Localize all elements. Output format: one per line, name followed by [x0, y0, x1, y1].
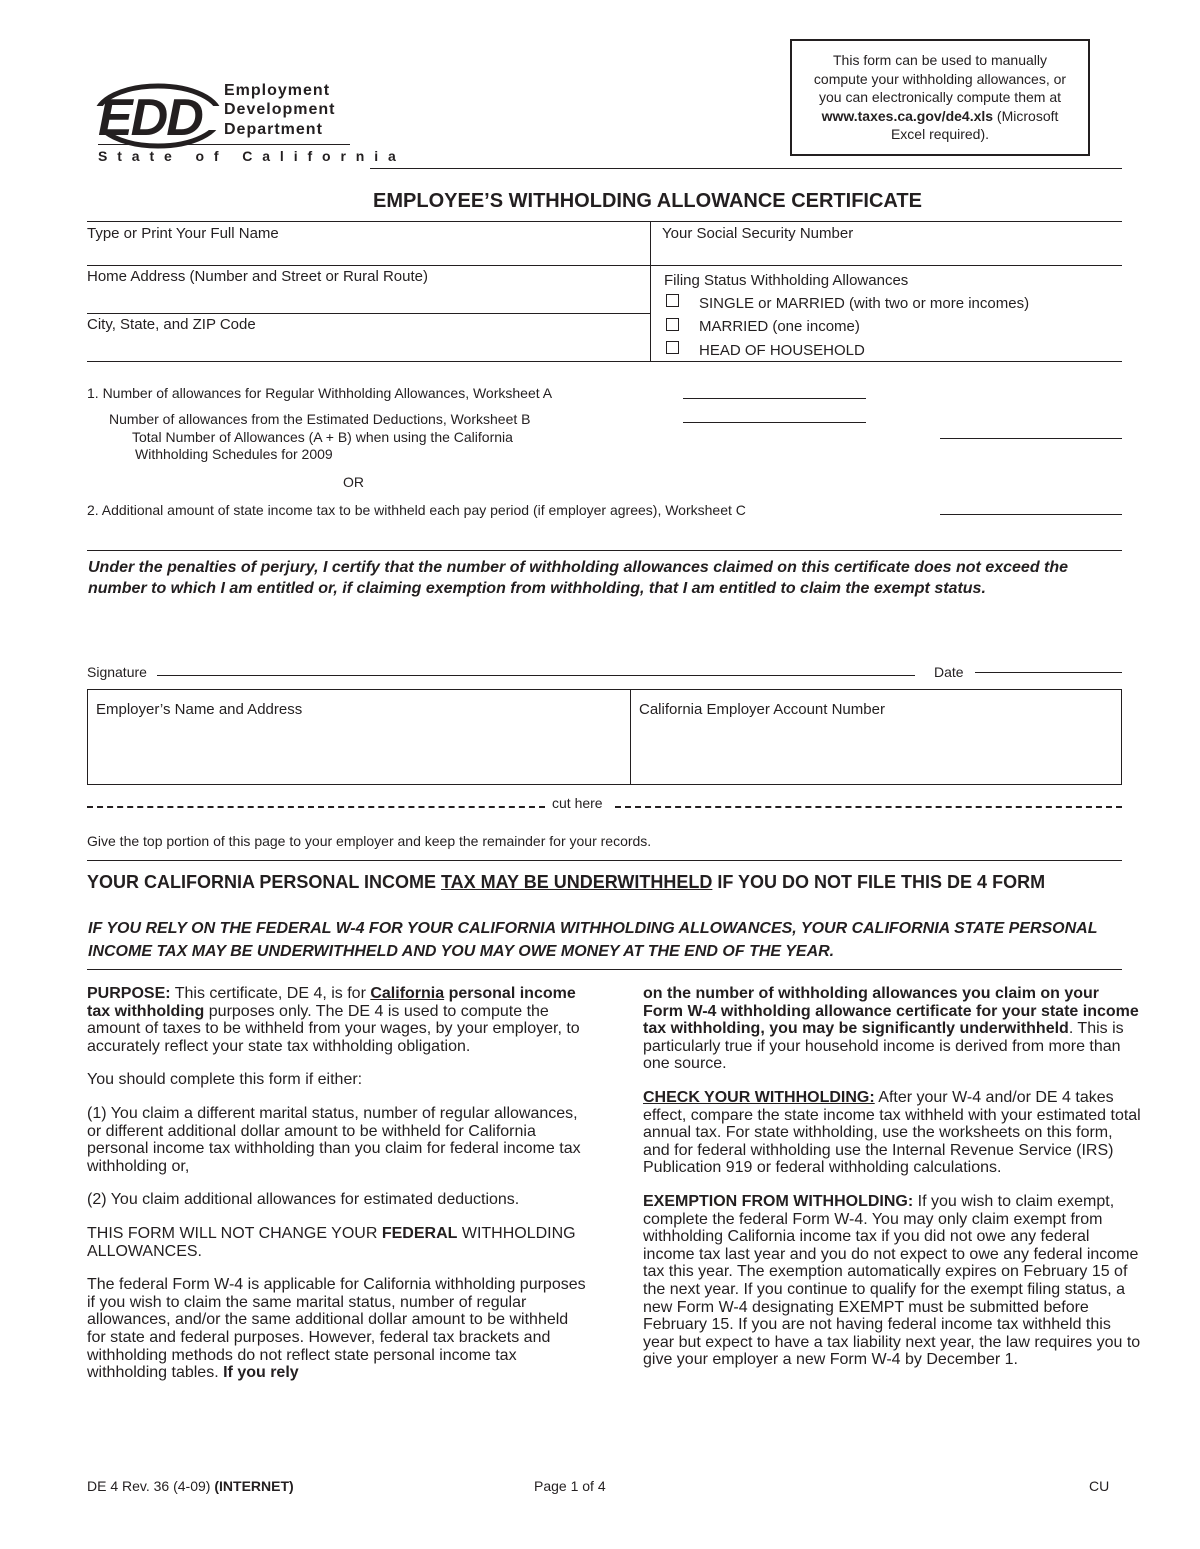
purpose-text-b: personal income tax withholding: [87, 985, 576, 1020]
instructions-right-column: [643, 985, 1143, 1385]
footer-code: CU: [1089, 1478, 1110, 1494]
signature-label: Signature: [87, 664, 147, 680]
agency-name-line1: Employment: [224, 82, 331, 99]
allowance-total-input[interactable]: [940, 438, 1122, 439]
not-change-federal: FEDERAL: [381, 1224, 458, 1242]
condition-1-text: (1) You claim a different marital status, number of regular allowances, or different additional dollar amount to be withheld for California personal income tax withholding than you claim for federal income tax withholding or,: [87, 1104, 581, 1175]
federal-w4-text: The federal Form W-4 is applicable for California withholding purposes if you wish to claim the same marital status, number of regular allowances, and/or the same additional dollar amount to be withheld for state and federal purposes. However, federal tax brackets and withholding methods do not reflect state personal income tax withholding tables.: [87, 1276, 586, 1382]
not-change-c: WITHHOLDING ALLOWANCES.: [87, 1224, 576, 1260]
edd-logo: [92, 78, 399, 168]
continued-paragraph: [643, 985, 1143, 1073]
federal-w4-paragraph: [87, 1276, 587, 1382]
additional-amount-input[interactable]: [940, 514, 1122, 515]
status-hoh-label: HEAD OF HOUSEHOLD: [699, 342, 865, 359]
check-withholding-heading: CHECK YOUR WITHHOLDING:: [643, 1088, 875, 1106]
cut-here-label: cut here: [552, 795, 603, 811]
underwithheld-banner: [87, 872, 1045, 893]
header-rule: [370, 168, 1122, 169]
allowance-line1b: Number of allowances from the Estimated Deductions, Worksheet B: [109, 411, 531, 427]
employer-name-field[interactable]: Employer’s Name and Address: [96, 701, 303, 718]
form-id: [87, 1478, 294, 1495]
notice-line1: This form can be used to manually: [833, 52, 1047, 68]
date-input[interactable]: [975, 672, 1122, 673]
agency-name-line2: Development: [224, 101, 336, 118]
allowance-total2: Withholding Schedules for 2009: [135, 446, 333, 462]
check-withholding-paragraph: [643, 1089, 1143, 1177]
section-rule: [87, 969, 1122, 970]
allowance-b-input[interactable]: [683, 422, 866, 423]
exemption-heading: EXEMPTION FROM WITHHOLDING:: [643, 1192, 914, 1210]
date-label: Date: [934, 664, 964, 680]
perjury-statement: Under the penalties of perjury, I certify that the number of withholding allowances claimed on this certificate does not exceed the number to which I am entitled or, if claiming exemption from withholding, that I am entitled to claim the exempt status.: [88, 559, 1069, 597]
agency-state: S t a t e o f C a l i f o r n i a: [98, 148, 399, 164]
edd-logo-text: EDD: [98, 89, 202, 147]
status-hoh-checkbox[interactable]: [666, 341, 679, 354]
agency-name-line3: Department: [224, 121, 323, 138]
cut-line-left: [87, 806, 545, 808]
banner-part2: TAX MAY BE UNDERWITHHELD: [441, 872, 713, 892]
give-top-instruction: Give the top portion of this page to your employer and keep the remainder for your records.: [87, 833, 652, 849]
field-rule: [87, 265, 1122, 266]
section-rule: [87, 550, 1122, 551]
continued-bold: on the number of withholding allowances you claim on your Form W-4 withholding allowance certificate for your state income tax withholding, you may be significantly underwithheld: [643, 985, 1139, 1038]
instructions-left-column: [87, 985, 587, 1398]
allowance-line2: 2. Additional amount of state income tax to be withheld each pay period (if employer agrees), Worksheet C: [87, 502, 746, 518]
notice-line2: compute your withholding allowances, or: [813, 70, 1067, 87]
allowance-line1: 1. Number of allowances for Regular Withholding Allowances, Worksheet A: [87, 385, 553, 401]
logo-rule: [98, 144, 350, 145]
notice-line4-tail: (Microsoft: [993, 107, 1059, 124]
city-state-zip-field[interactable]: City, State, and ZIP Code: [87, 316, 256, 333]
section-rule: [87, 361, 1122, 362]
home-address-field[interactable]: Home Address (Number and Street or Rural Route): [87, 268, 428, 285]
notice-url-link[interactable]: www.taxes.ca.gov/de4.xls: [821, 107, 994, 124]
purpose-heading: PURPOSE:: [87, 985, 171, 1002]
purpose-text-c: purposes only. The DE 4 is used to compute the amount of taxes to be withheld from your wages, by your employer, to accurately reflect your state tax withholding obligation.: [87, 1002, 580, 1055]
status-married-checkbox[interactable]: [666, 318, 679, 331]
ssn-field[interactable]: Your Social Security Number: [662, 225, 854, 242]
page-number: Page 1 of 4: [534, 1478, 606, 1494]
continued-text: . This is particularly true if your household income is derived from more than one source.: [643, 1020, 1124, 1073]
exemption-paragraph: [643, 1193, 1143, 1369]
form-id-internet: (INTERNET): [214, 1478, 294, 1494]
cut-line-right: [615, 806, 1122, 808]
allowance-a-input[interactable]: [683, 398, 866, 399]
signature-input[interactable]: [157, 675, 915, 676]
notice-line3: you can electronically compute them at: [818, 89, 1061, 105]
status-single-checkbox[interactable]: [666, 294, 679, 307]
allowance-total1: Total Number of Allowances (A + B) when using the California: [132, 429, 513, 445]
status-married-label: MARRIED (one income): [699, 318, 860, 335]
status-single-label: SINGLE or MARRIED (with two or more incomes): [699, 295, 1030, 312]
notice-line5: Excel required).: [890, 126, 990, 142]
form-id-text: DE 4 Rev. 36 (4-09): [87, 1478, 215, 1494]
section-rule: [87, 221, 1122, 222]
federal-w4-warning: IF YOU RELY ON THE FEDERAL W-4 FOR YOUR CALIFORNIA WITHHOLDING ALLOWANCES, YOUR CALIFORNIA STATE PERSONAL INCOME TAX MAY BE UNDERWITHHELD AND YOU MAY OWE MONEY AT THE END OF THE YEAR.: [88, 920, 1098, 960]
full-name-field[interactable]: Type or Print Your Full Name: [87, 225, 279, 242]
should-complete-text: You should complete this form if either:: [87, 1071, 363, 1089]
not-change-a: THIS FORM WILL NOT CHANGE YOUR: [87, 1224, 382, 1242]
condition-2-text: (2) You claim additional allowances for estimated deductions.: [87, 1191, 520, 1209]
allowance-or: OR: [343, 474, 364, 490]
notice-line4: [792, 107, 1088, 126]
banner-part1: YOUR CALIFORNIA PERSONAL INCOME: [87, 872, 442, 892]
filing-status-label: Filing Status Withholding Allowances: [664, 272, 909, 289]
field-rule: [87, 313, 650, 314]
employer-divider: [630, 689, 631, 785]
exemption-text: If you wish to claim exempt, complete the federal Form W-4. You may only claim exempt from withholding California income tax if you did not owe any federal income tax last year and you do not expect to owe any federal income tax this year. The exemption automatically expires on February 15 of the next year. If you continue to qualify for the exempt filing status, a new Form W-4 designating EXEMPT must be submitted before February 15. If you are not having federal income tax withheld this year but expect to have a tax liability next year, the law requires you to give your employer a new Form W-4 by December 1.: [643, 1192, 1141, 1369]
section-rule: [87, 860, 1122, 861]
electronic-compute-notice: [790, 39, 1090, 156]
purpose-paragraph: [87, 985, 587, 1055]
not-change-federal-text: [87, 1225, 587, 1260]
check-withholding-text: After your W-4 and/or DE 4 takes effect, compare the state income tax withheld with your estimated total annual tax. For state withholding, use the worksheets on this form, and for federal withholding use the Internal Revenue Service (IRS) Publication 919 or federal withholding calculations.: [643, 1088, 1141, 1177]
federal-w4-bold: If you rely: [223, 1364, 299, 1382]
purpose-california: California: [370, 985, 445, 1002]
field-divider: [650, 221, 651, 361]
purpose-text-a: This certificate, DE 4, is for: [170, 985, 371, 1002]
banner-part3: IF YOU DO NOT FILE THIS DE 4 FORM: [712, 872, 1046, 892]
employer-account-field[interactable]: California Employer Account Number: [639, 701, 885, 718]
page-title: EMPLOYEE’S WITHHOLDING ALLOWANCE CERTIFICATE: [373, 190, 922, 212]
